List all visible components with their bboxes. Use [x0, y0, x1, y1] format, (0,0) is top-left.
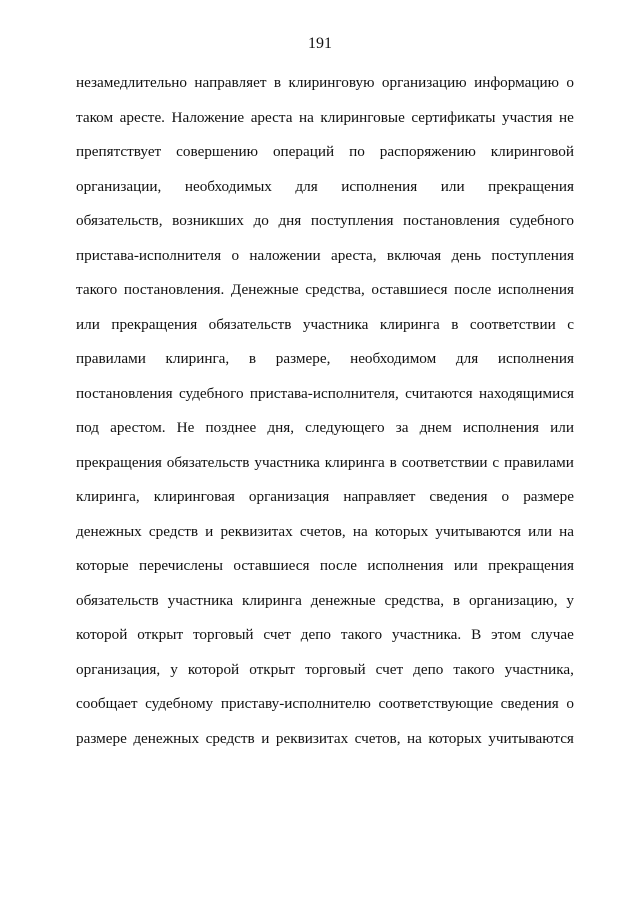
word: открыт — [249, 660, 296, 678]
word: прекращения — [111, 315, 198, 333]
word: участника, — [504, 660, 574, 678]
word: организации, — [76, 177, 162, 195]
word: оставшиеся — [233, 557, 310, 574]
word: в — [273, 74, 282, 91]
word: правилами — [504, 453, 574, 471]
word: такого — [340, 626, 383, 643]
word: сообщает — [76, 695, 138, 712]
word: пристава-исполнителя — [76, 246, 222, 264]
word: следующего — [305, 419, 385, 436]
word: участника — [302, 315, 369, 333]
word: считаются — [405, 384, 473, 402]
word: торговый — [192, 626, 254, 643]
word: направляет — [343, 488, 416, 505]
word: на — [352, 522, 368, 540]
word: с — [492, 453, 500, 471]
word: размере — [523, 488, 574, 505]
word: за — [395, 419, 409, 436]
word: дня, — [267, 419, 295, 436]
word: для — [455, 350, 479, 367]
word: счет — [375, 660, 404, 678]
word: Денежные — [230, 281, 299, 298]
word: клиринговая — [153, 488, 235, 505]
word: исполнения — [341, 177, 418, 195]
word: денежных — [133, 729, 200, 747]
word: правилами — [76, 350, 146, 367]
word: реквизитах — [220, 522, 293, 540]
word: необходимых — [184, 177, 272, 195]
word: прекращения — [488, 177, 574, 195]
word: возникших — [172, 212, 244, 229]
text-line — [76, 624, 574, 646]
word: участника. — [391, 626, 462, 643]
word: обязательств — [76, 591, 159, 609]
page-number: 191 — [308, 35, 332, 52]
word: счетов, — [299, 522, 346, 540]
word: судебного — [179, 384, 244, 402]
word: учитываются — [488, 729, 574, 747]
word: аресте. — [119, 108, 165, 126]
word: поступления — [310, 212, 394, 229]
word: участника — [167, 591, 234, 609]
word: в — [248, 350, 257, 367]
word: соответствии — [469, 315, 556, 333]
word: судебного — [509, 212, 574, 229]
text-line — [76, 279, 574, 301]
word: размере, — [275, 350, 331, 367]
word: поступления — [491, 246, 574, 264]
text-line — [76, 141, 574, 163]
word: В — [471, 626, 482, 643]
word: такого — [76, 281, 118, 298]
word: днем — [419, 419, 452, 436]
word: позднее — [205, 419, 257, 436]
text-line — [76, 314, 574, 336]
word: сведения — [500, 695, 559, 712]
word: соответствии — [401, 453, 488, 471]
word: размере — [76, 729, 127, 747]
word: исполнения — [497, 281, 574, 298]
word: которой — [187, 660, 240, 678]
word: перечислены — [138, 557, 223, 574]
word: Не — [176, 419, 195, 436]
text-line — [76, 555, 574, 577]
word: денежных — [76, 522, 142, 540]
word: с — [567, 315, 574, 333]
word: на — [407, 729, 422, 747]
text-line — [76, 417, 574, 439]
word: о — [501, 488, 510, 505]
word: клиринга — [379, 315, 440, 333]
word: для — [295, 177, 318, 195]
word: счетов, — [354, 729, 401, 747]
word: клиринга — [241, 591, 302, 609]
word: клиринговую — [288, 74, 375, 91]
word: счет — [263, 626, 291, 643]
word: информацию — [474, 74, 559, 91]
word: или — [550, 419, 574, 436]
word: постановления — [76, 384, 173, 402]
word: препятствует — [76, 143, 162, 160]
word: исполнения — [367, 557, 444, 574]
word: дня — [278, 212, 302, 229]
word: таком — [76, 108, 114, 126]
word: прекращения — [76, 453, 162, 471]
word: которых — [374, 522, 429, 540]
word: которых — [428, 729, 482, 747]
word: на — [559, 522, 574, 540]
word: сертификаты — [411, 108, 496, 126]
word: или — [76, 315, 100, 333]
word: необходимом — [350, 350, 437, 367]
text-line — [76, 72, 574, 94]
word: не — [559, 108, 574, 126]
word: находящимися — [478, 384, 574, 402]
word: у — [170, 660, 178, 678]
word: средства, — [305, 281, 365, 298]
word: обязательств, — [76, 212, 163, 229]
word: у — [566, 591, 574, 609]
word: реквизитах — [275, 729, 349, 747]
word: организацию, — [468, 591, 558, 609]
text-line — [76, 245, 574, 267]
text-line — [76, 521, 574, 543]
word: распоряжению — [379, 143, 476, 160]
text-line — [76, 693, 574, 715]
word: на — [298, 108, 314, 126]
word: постановления — [403, 212, 500, 229]
word: включая — [386, 246, 442, 264]
word: Наложение — [171, 108, 245, 126]
word: и — [261, 729, 270, 747]
word: организация, — [76, 660, 161, 678]
word: денежные — [310, 591, 376, 609]
word: депо — [413, 660, 444, 678]
word: арестом. — [110, 419, 166, 436]
word: оставшиеся — [371, 281, 448, 298]
word: ареста — [250, 108, 293, 126]
word: пристава-исполнителя, — [249, 384, 399, 402]
word: судебному — [145, 695, 214, 712]
word: организация — [248, 488, 330, 505]
word: после — [319, 557, 358, 574]
word: исполнения — [462, 419, 540, 436]
word: наложении — [249, 246, 321, 264]
text-line — [76, 107, 574, 129]
word: под — [76, 419, 100, 436]
word: о — [566, 695, 574, 712]
text-line — [76, 486, 574, 508]
word: такого — [453, 660, 495, 678]
word: день — [451, 246, 482, 264]
word: или — [453, 557, 478, 574]
word: участника — [254, 453, 320, 471]
word: которой — [76, 626, 128, 643]
word: средства, — [384, 591, 445, 609]
word: после — [454, 281, 492, 298]
word: обязательств — [166, 453, 250, 471]
word: ареста, — [330, 246, 377, 264]
text-line — [76, 383, 574, 405]
word: направляет — [194, 74, 267, 91]
text-line — [76, 728, 574, 750]
word: прекращения — [488, 557, 574, 574]
word: по — [349, 143, 365, 160]
word: исполнения — [497, 350, 574, 367]
word: открыт — [137, 626, 184, 643]
text-line — [76, 348, 574, 370]
word: или — [440, 177, 465, 195]
word: о — [566, 74, 574, 91]
text-line — [76, 659, 574, 681]
word: клиринговой — [490, 143, 574, 160]
word: которые — [76, 557, 129, 574]
word: клиринга, — [165, 350, 230, 367]
word: в — [452, 591, 461, 609]
word: незамедлительно — [76, 74, 187, 91]
word: средств — [205, 729, 255, 747]
word: до — [253, 212, 269, 229]
word: случае — [530, 626, 574, 643]
word: приставу-исполнителю — [220, 695, 371, 712]
text-line — [76, 590, 574, 612]
word: организацию — [381, 74, 467, 91]
text-line — [76, 210, 574, 232]
word: торговый — [305, 660, 366, 678]
word: соответствующие — [378, 695, 493, 712]
word: обязательств — [208, 315, 292, 333]
word: и — [205, 522, 214, 540]
word: клиринга — [324, 453, 385, 471]
word: клиринга, — [76, 488, 140, 505]
word: депо — [300, 626, 331, 643]
word: участия — [502, 108, 553, 126]
text-line — [76, 176, 574, 198]
word: этом — [491, 626, 521, 643]
word: совершению — [176, 143, 258, 160]
word: средств — [148, 522, 199, 540]
word: сведения — [429, 488, 488, 505]
text-line — [76, 452, 574, 474]
word: операций — [272, 143, 335, 160]
word: или — [528, 522, 552, 540]
word: о — [231, 246, 240, 264]
word: в — [451, 315, 459, 333]
word: постановления. — [123, 281, 225, 298]
word: учитываются — [435, 522, 521, 540]
word: в — [389, 453, 397, 471]
word: клиринговые — [320, 108, 405, 126]
